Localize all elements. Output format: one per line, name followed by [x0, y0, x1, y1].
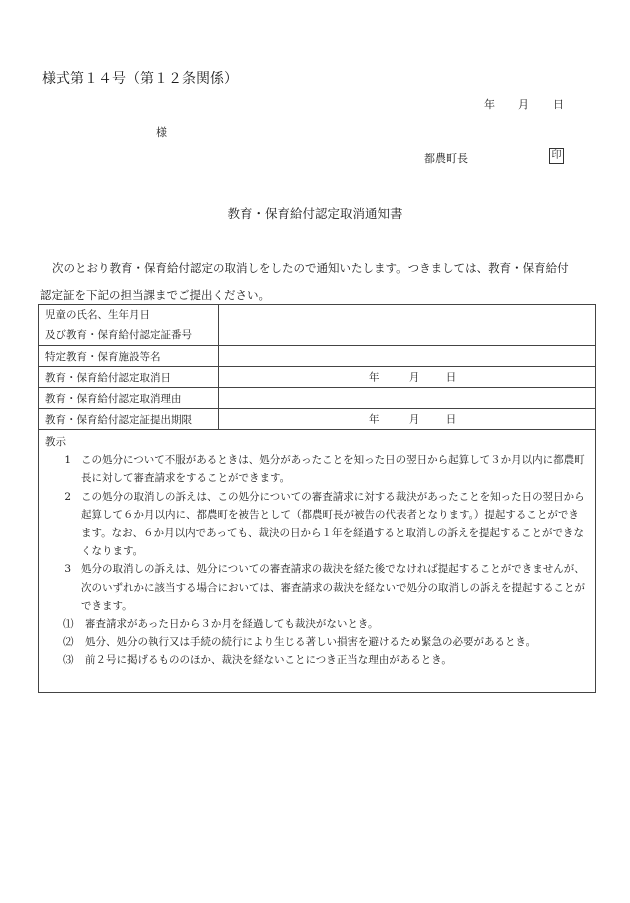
- deadline-year-label: 年: [369, 413, 380, 426]
- instruction-item: [45, 488, 589, 561]
- child-info-value[interactable]: [219, 305, 596, 346]
- child-info-label: [39, 305, 219, 346]
- revocation-date-value[interactable]: [219, 367, 596, 388]
- intro-line-1: 次のとおり教育・保育給付認定の取消しをしたので通知いたします。つきましては、教育・保育給付: [52, 261, 569, 275]
- deadline-date-fields: [369, 412, 456, 427]
- form-number: 様式第１４号（第１２条関係）: [42, 71, 238, 87]
- intro-line-2: 認定証を下記の担当課までご提出ください。: [40, 288, 270, 302]
- document-title: 教育・保育給付認定取消通知書: [227, 206, 403, 221]
- deadline-month-label: 月: [408, 413, 420, 426]
- subitem-number: ⑵: [63, 636, 74, 649]
- intro-paragraph: [40, 255, 596, 309]
- instruction-text: この処分の取消しの訴えは、この処分についての審査請求に対する裁決があったことを知った日の翌日から起算して６か月以内に、都農町を被告として（都農町長が被告の代表者となります。）提起することができます。なお、６か月以内であっても、裁決の日から１年を経過すると取消しの訴えを提起することができなくなります。: [81, 490, 585, 558]
- table-row: [39, 388, 596, 409]
- notification-form-table: [38, 304, 596, 693]
- revocation-day-label: 日: [445, 371, 457, 384]
- date-day-label: 日: [553, 98, 564, 111]
- revocation-date-label: 教育・保育給付認定取消日: [39, 367, 219, 388]
- child-info-label-line-2: 及び教育・保育給付認定証番号: [45, 329, 192, 341]
- instruction-subitem: [63, 633, 589, 651]
- instruction-number: 3: [64, 563, 71, 576]
- revocation-date-fields: [369, 370, 456, 385]
- subitem-number: ⑶: [63, 654, 74, 667]
- revocation-reason-value[interactable]: [219, 388, 596, 409]
- revocation-year-label: 年: [369, 371, 380, 384]
- instructions-section: [39, 430, 596, 693]
- instruction-number: 2: [64, 490, 71, 503]
- submission-deadline-label: 教育・保育給付認定証提出期限: [39, 409, 219, 430]
- date-month-label: 月: [518, 98, 529, 111]
- instruction-item: [45, 451, 589, 487]
- instruction-subitem: [63, 615, 589, 633]
- instruction-text: 処分の取消しの訴えは、処分についての審査請求の裁決を経た後でなければ提起することができませんが、次のいずれかに該当する場合においては、審査請求の裁決を経ないで処分の取消しの訴えを提起することができます。: [81, 563, 585, 612]
- addressee-suffix: 様: [156, 126, 167, 139]
- instruction-number: 1: [64, 454, 71, 467]
- revocation-month-label: 月: [408, 371, 420, 384]
- issuer-name: 都農町長: [424, 152, 468, 165]
- table-row: [39, 430, 596, 693]
- deadline-day-label: 日: [445, 413, 457, 426]
- facility-name-label: 特定教育・保育施設等名: [39, 346, 219, 367]
- revocation-reason-label: 教育・保育給付認定取消理由: [39, 388, 219, 409]
- date-year-label: 年: [484, 98, 495, 111]
- instruction-item: [45, 560, 589, 615]
- subitem-text: 前２号に掲げるもののほか、裁決を経ないことにつき正当な理由があるとき。: [85, 654, 452, 667]
- subitem-text: 処分、処分の執行又は手続の続行により生じる著しい損害を避けるため緊急の必要があるとき。: [85, 636, 537, 649]
- facility-name-value[interactable]: [219, 346, 596, 367]
- instruction-text: この処分について不服があるときは、処分があったことを知った日の翌日から起算して３か月以内に都農町長に対して審査請求をすることができます。: [81, 454, 585, 485]
- table-row: [39, 305, 596, 346]
- seal-mark: 印: [549, 148, 564, 164]
- table-row: [39, 409, 596, 430]
- subitem-text: 審査請求があった日から３か月を経過しても裁決がないとき。: [85, 618, 379, 631]
- instruction-subitem: [63, 651, 589, 669]
- child-info-label-line-1: 児童の氏名、生年月日: [45, 309, 150, 321]
- table-row: [39, 367, 596, 388]
- submission-deadline-value[interactable]: [219, 409, 596, 430]
- table-row: [39, 346, 596, 367]
- instructions-heading: 教示: [45, 436, 66, 448]
- subitem-number: ⑴: [63, 618, 74, 631]
